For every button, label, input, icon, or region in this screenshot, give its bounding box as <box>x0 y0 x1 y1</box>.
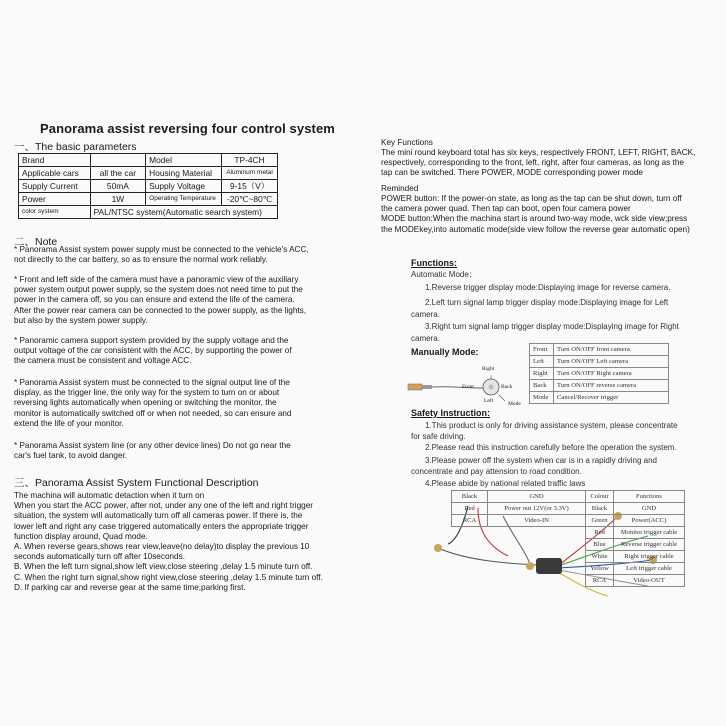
key-functions-title: Key Functions <box>381 138 433 147</box>
connector-sleeve-icon <box>422 385 432 389</box>
keypad-center-button-icon <box>489 385 494 390</box>
table-row <box>530 392 669 404</box>
table-cell: Video-IN <box>488 515 586 527</box>
table-row <box>586 539 685 551</box>
table-cell: Turn ON/OFF front camera <box>554 344 669 356</box>
table-cell: Black <box>586 503 614 515</box>
table-cell: White <box>586 551 614 563</box>
table-row <box>452 515 586 527</box>
input-wire-table <box>451 490 586 527</box>
table-row <box>452 491 586 503</box>
document-title: Panorama assist reversing four control system <box>40 121 335 136</box>
functional-description-text: The machina will automatic detaction when it turn on When you start the ACC power, after not, under any one of the left and right trigger situation, the system will automatically turn off all cameras power. If there is, the lower left and right any case triggered automatically enters the appropriate trigger function display around, Quad mode. A. When reverse gears,shows rear view,leave(no delay)to display the previous 10 seconds automatically turn off after 10seconds. B. When the left turn signal,show left view,close steering ,delay 1.5 minute turn off. C. When the right turn signal,show right view,close steering ,delay 1.5 minute turn off. D. If parking car and reverse gear at the same time,parking first. <box>14 491 323 592</box>
list-item: 4.Please abide by national related traffic laws <box>425 479 586 488</box>
table-cell: GND <box>488 491 586 503</box>
table-cell: -20℃~80℃ <box>222 193 278 206</box>
table-cell: Housing Material <box>146 167 222 180</box>
parameters-table <box>18 153 278 219</box>
table-cell: Video-OUT <box>614 575 685 587</box>
table-cell: TP-4CH <box>222 154 278 167</box>
table-row <box>19 206 278 219</box>
table-cell: RCA <box>452 515 488 527</box>
table-cell: Supply Voltage <box>146 180 222 193</box>
table-cell: Model <box>146 154 222 167</box>
table-cell: 9-15（V） <box>222 180 278 193</box>
table-cell: Green <box>586 515 614 527</box>
table-cell: Black <box>452 491 488 503</box>
keypad-label-back: Back <box>501 384 513 390</box>
table-cell: Left trigger cable <box>614 563 685 575</box>
section-basic-parameters-heading: 一、The basic parameters <box>14 141 137 153</box>
key-functions-text: The mini round keyboard total has six keys, respectively FRONT, LEFT, RIGHT, BACK, respectively, corresponding to the front, left, right, after four cameras, as long as the tap can be switched. There POWER, MODE corresponding power mode <box>381 148 696 178</box>
table-cell: color system <box>19 206 91 219</box>
table-cell: Turn ON/OFF Right camera <box>554 368 669 380</box>
table-cell: Front <box>530 344 554 356</box>
note-paragraph: * Panorama Assist system power supply must be connected to the vehicle's ACC, not directly to the car battery, so as to ensure the normal work reliably. <box>14 245 309 265</box>
table-cell: all the car <box>90 167 146 180</box>
table-cell: Applicable cars <box>19 167 91 180</box>
table-row <box>19 193 278 206</box>
automatic-mode-label: Automatic Mode： <box>411 270 477 279</box>
table-cell: Back <box>530 380 554 392</box>
table-cell: 50mA <box>90 180 146 193</box>
note-paragraph: * Panorama Assist system line (or any other device lines) Do not go near the car's fuel tank, to avoid danger. <box>14 441 291 461</box>
section-functional-description-heading: 三、Panorama Assist System Functional Description <box>14 477 259 489</box>
table-cell: Turn ON/OFF reverse camera <box>554 380 669 392</box>
table-cell: PAL/NTSC system(Automatic search system) <box>90 206 277 219</box>
table-cell: Red <box>586 527 614 539</box>
list-item: 2.Please read this instruction carefully before the operation the system. <box>425 443 677 452</box>
table-cell: Operating Temperature <box>146 193 222 206</box>
junction-box-icon <box>536 558 562 574</box>
functions-heading: Functions: <box>411 258 457 268</box>
keypad-label-left: Left <box>484 398 494 404</box>
reminded-title: Reminded <box>381 184 419 193</box>
table-row <box>586 503 685 515</box>
table-row <box>530 344 669 356</box>
table-cell: Power <box>19 193 91 206</box>
table-cell: Monitor trigger cable <box>614 527 685 539</box>
table-cell: Brand <box>19 154 91 167</box>
table-cell: Functions <box>614 491 685 503</box>
table-cell: Yellow <box>586 563 614 575</box>
reminded-text: POWER button: If the power-on state, as long as the tap can be shut down, turn off the camera power quad. Then tap can boot, open four camera power MODE button:When the machina start is around two-way mode, wck side view;press the MODEkey,into automatic mode(side view follow the reverse gear automatic open) <box>381 194 690 234</box>
table-row <box>19 180 278 193</box>
list-item: 1.This product is only for driving assistance system, please concentrate for safe driving. <box>411 421 678 441</box>
table-row <box>586 491 685 503</box>
list-item: 3.Right turn signal lamp trigger display mode:Displaying image for Right camera. <box>411 322 679 343</box>
table-row <box>586 551 685 563</box>
connector-plug-icon <box>408 384 422 390</box>
list-item: 1.Reverse trigger display mode:Displaying image for reverse camera. <box>425 283 671 292</box>
keypad-cable-icon <box>432 387 483 388</box>
table-row <box>530 380 669 392</box>
table-cell: Blue <box>586 539 614 551</box>
table-cell: Aluminum metal <box>222 167 278 180</box>
table-cell: RCA <box>586 575 614 587</box>
table-row <box>586 575 685 587</box>
section-note-heading: 二、Note <box>14 236 58 248</box>
output-wire-table <box>585 490 685 587</box>
table-row <box>530 368 669 380</box>
table-cell: Reverse trigger cable <box>614 539 685 551</box>
keypad-label-right: Right <box>482 366 495 372</box>
keypad-label-front: Front <box>462 384 474 390</box>
table-cell: Colour <box>586 491 614 503</box>
table-cell <box>90 154 146 167</box>
table-cell: GND <box>614 503 685 515</box>
safety-instruction-heading: Safety Instruction: <box>411 408 491 418</box>
table-cell: Right <box>530 368 554 380</box>
table-cell: Mode <box>530 392 554 404</box>
connector-icon <box>434 544 442 552</box>
manual-mode-table <box>529 343 669 404</box>
table-row <box>452 503 586 515</box>
table-row <box>586 563 685 575</box>
table-cell: Power out 12V(or 3.3V) <box>488 503 586 515</box>
note-paragraph: * Panoramic camera support system provided by the supply voltage and the output voltage of the car consistent with the ACC, by supporting the power of the camera must be consistent and voltage ACC. <box>14 336 292 366</box>
list-item: 3.Please power off the system when car is in a rapidly driving and concentrate and pay attension to road condition. <box>411 456 657 476</box>
table-row <box>586 527 685 539</box>
note-paragraph: * Panorama Assist system must be connected to the signal output line of the display, as the trigger line, the only way for the system to turn on or about reversing lights automatically when opening or switching the monitor, the monitor is automatically switched off or when not needed, so can ensure and extend the life of your monitor. <box>14 378 292 428</box>
table-row <box>19 167 278 180</box>
keypad-label-mode: Mode <box>508 401 521 407</box>
table-row <box>586 515 685 527</box>
table-cell: Power(ACC) <box>614 515 685 527</box>
table-cell: Left <box>530 356 554 368</box>
table-cell: Supply Current <box>19 180 91 193</box>
table-cell: Cancel/Recover trigger <box>554 392 669 404</box>
connector-icon <box>526 562 534 570</box>
list-item: 2.Left turn signal lamp trigger display mode:Displaying image for Left camera. <box>411 298 669 319</box>
table-cell: Right trigger cable <box>614 551 685 563</box>
table-cell: Red <box>452 503 488 515</box>
note-paragraph: * Front and left side of the camera must have a panoramic view of the auxiliary power system output power supply, so the system does not need time to put the power in the camera off, so you can ensure and extend the life of the camera. After the power rear camera can be connected to the power supply, as the lights, but also by the system power supply. <box>14 275 307 325</box>
table-cell: 1W <box>90 193 146 206</box>
table-row <box>19 154 278 167</box>
manually-mode-heading: Manually Mode: <box>411 347 479 357</box>
table-row <box>530 356 669 368</box>
table-cell: Turn ON/OFF Left camera <box>554 356 669 368</box>
